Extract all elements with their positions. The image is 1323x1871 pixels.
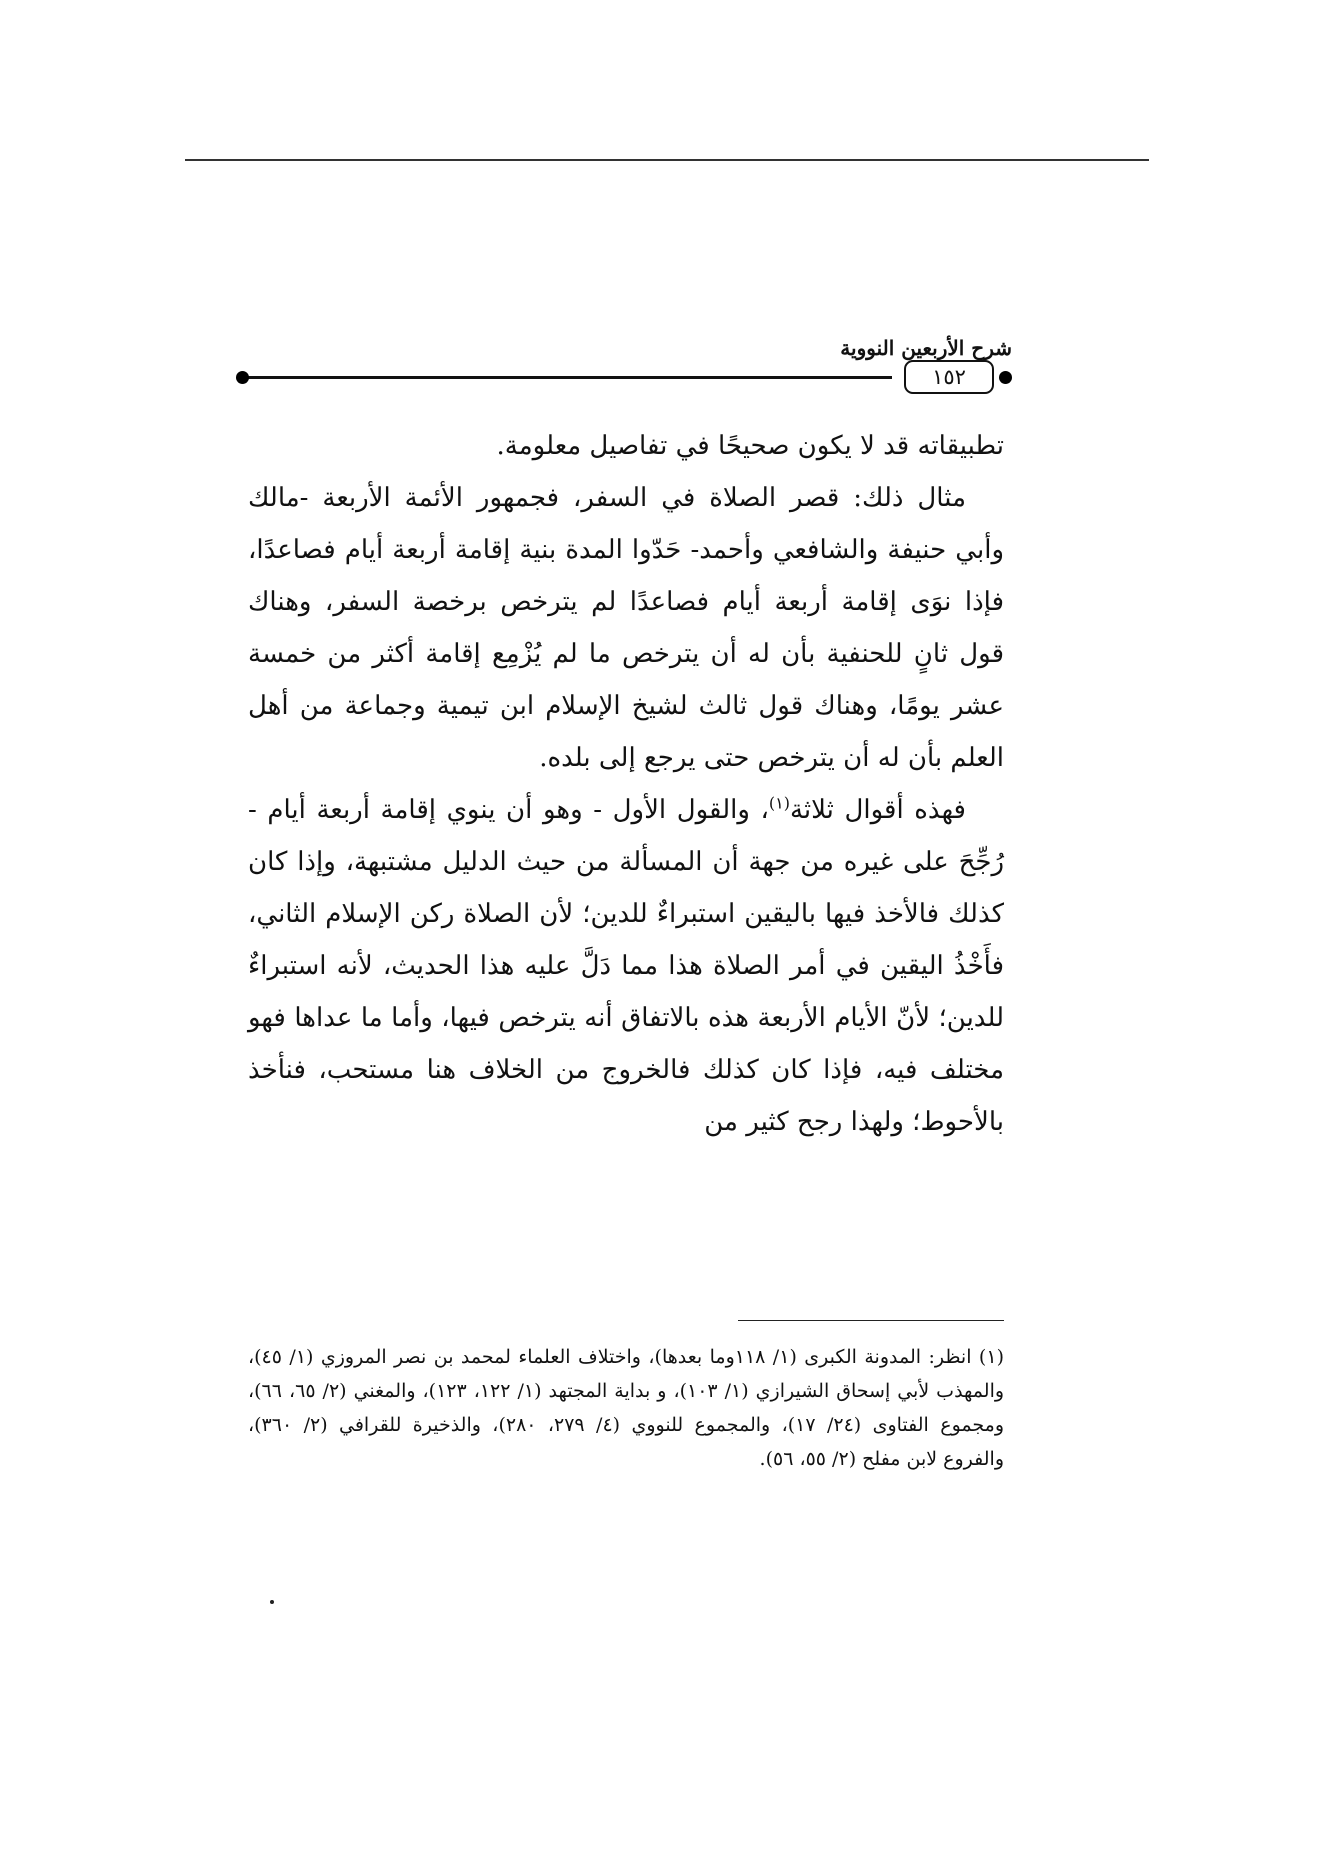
page-header — [236, 336, 1012, 388]
paragraph-2: مثال ذلك: قصر الصلاة في السفر، فجمهور الأئمة الأربعة -مالك وأبي حنيفة والشافعي وأحمد- حَدّوا المدة بنية إقامة أربعة أيام فصاعدًا، فإذا نوَى إقامة أربعة أيام فصاعدًا لم يترخص برخصة السفر، وهناك قول ثانٍ للحنفية بأن له أن يترخص ما لم يُزْمِع إقامة أكثر من خمسة عشر يومًا، وهناك قول ثالث لشيخ الإسلام ابن تيمية وجماعة من أهل العلم بأن له أن يترخص حتى يرجع إلى بلده. — [248, 483, 1004, 773]
paragraph-3 — [248, 784, 1004, 1148]
main-text — [248, 420, 1004, 1148]
footnotes — [248, 1340, 1004, 1476]
footnote-separator — [738, 1320, 1004, 1321]
page-number: ١٥٢ — [904, 360, 994, 394]
paragraph-3-start: فهذه أقوال ثلاثة — [789, 795, 966, 825]
header-right-dot — [999, 371, 1012, 384]
footnote-reference[interactable]: (١) — [768, 793, 790, 813]
stray-dot — [270, 1600, 274, 1604]
book-title: شرح الأربعين النووية — [840, 336, 1012, 360]
paragraph-1: تطبيقاته قد لا يكون صحيحًا في تفاصيل معلومة. — [496, 431, 1004, 461]
footnote-1: (١) انظر: المدونة الكبرى (١/ ١١٨وما بعدها)، واختلاف العلماء لمحمد بن نصر المروزي (١/ ٤٥)، والمهذب لأبي إسحاق الشيرازي (١/ ١٠٣)، و بداية المجتهد (١/ ١٢٢، ١٢٣)، والمغني (٢/ ٦٥، ٦٦)، ومجموع الفتاوى (٢٤/ ١٧)، والمجموع للنووي (٤/ ٢٧٩، ٢٨٠)، والذخيرة للقرافي (٢/ ٣٦٠)، والفروع لابن مفلح (٢/ ٥٥، ٥٦). — [248, 1346, 1005, 1470]
top-rule — [185, 159, 1149, 161]
header-left-dot — [236, 371, 249, 384]
paragraph-3-rest: ، والقول الأول - وهو أن ينوي إقامة أربعة أيام - رُجِّحَ على غيره من جهة أن المسألة من حيث الدليل مشتبهة، وإذا كان كذلك فالأخذ فيها باليقين استبراءٌ للدين؛ لأن الصلاة ركن الإسلام الثاني، فأَخْذُ اليقين في أمر الصلاة هذا مما دَلَّ عليه هذا الحديث، لأنه استبراءٌ للدين؛ لأنّ الأيام الأربعة هذه بالاتفاق أنه يترخص فيها، وأما ما عداها فهو مختلف فيه، فإذا كان كذلك فالخروج من الخلاف هنا مستحب، فنأخذ بالأحوط؛ ولهذا رجح كثير من — [248, 795, 1004, 1137]
header-rule — [246, 376, 892, 379]
